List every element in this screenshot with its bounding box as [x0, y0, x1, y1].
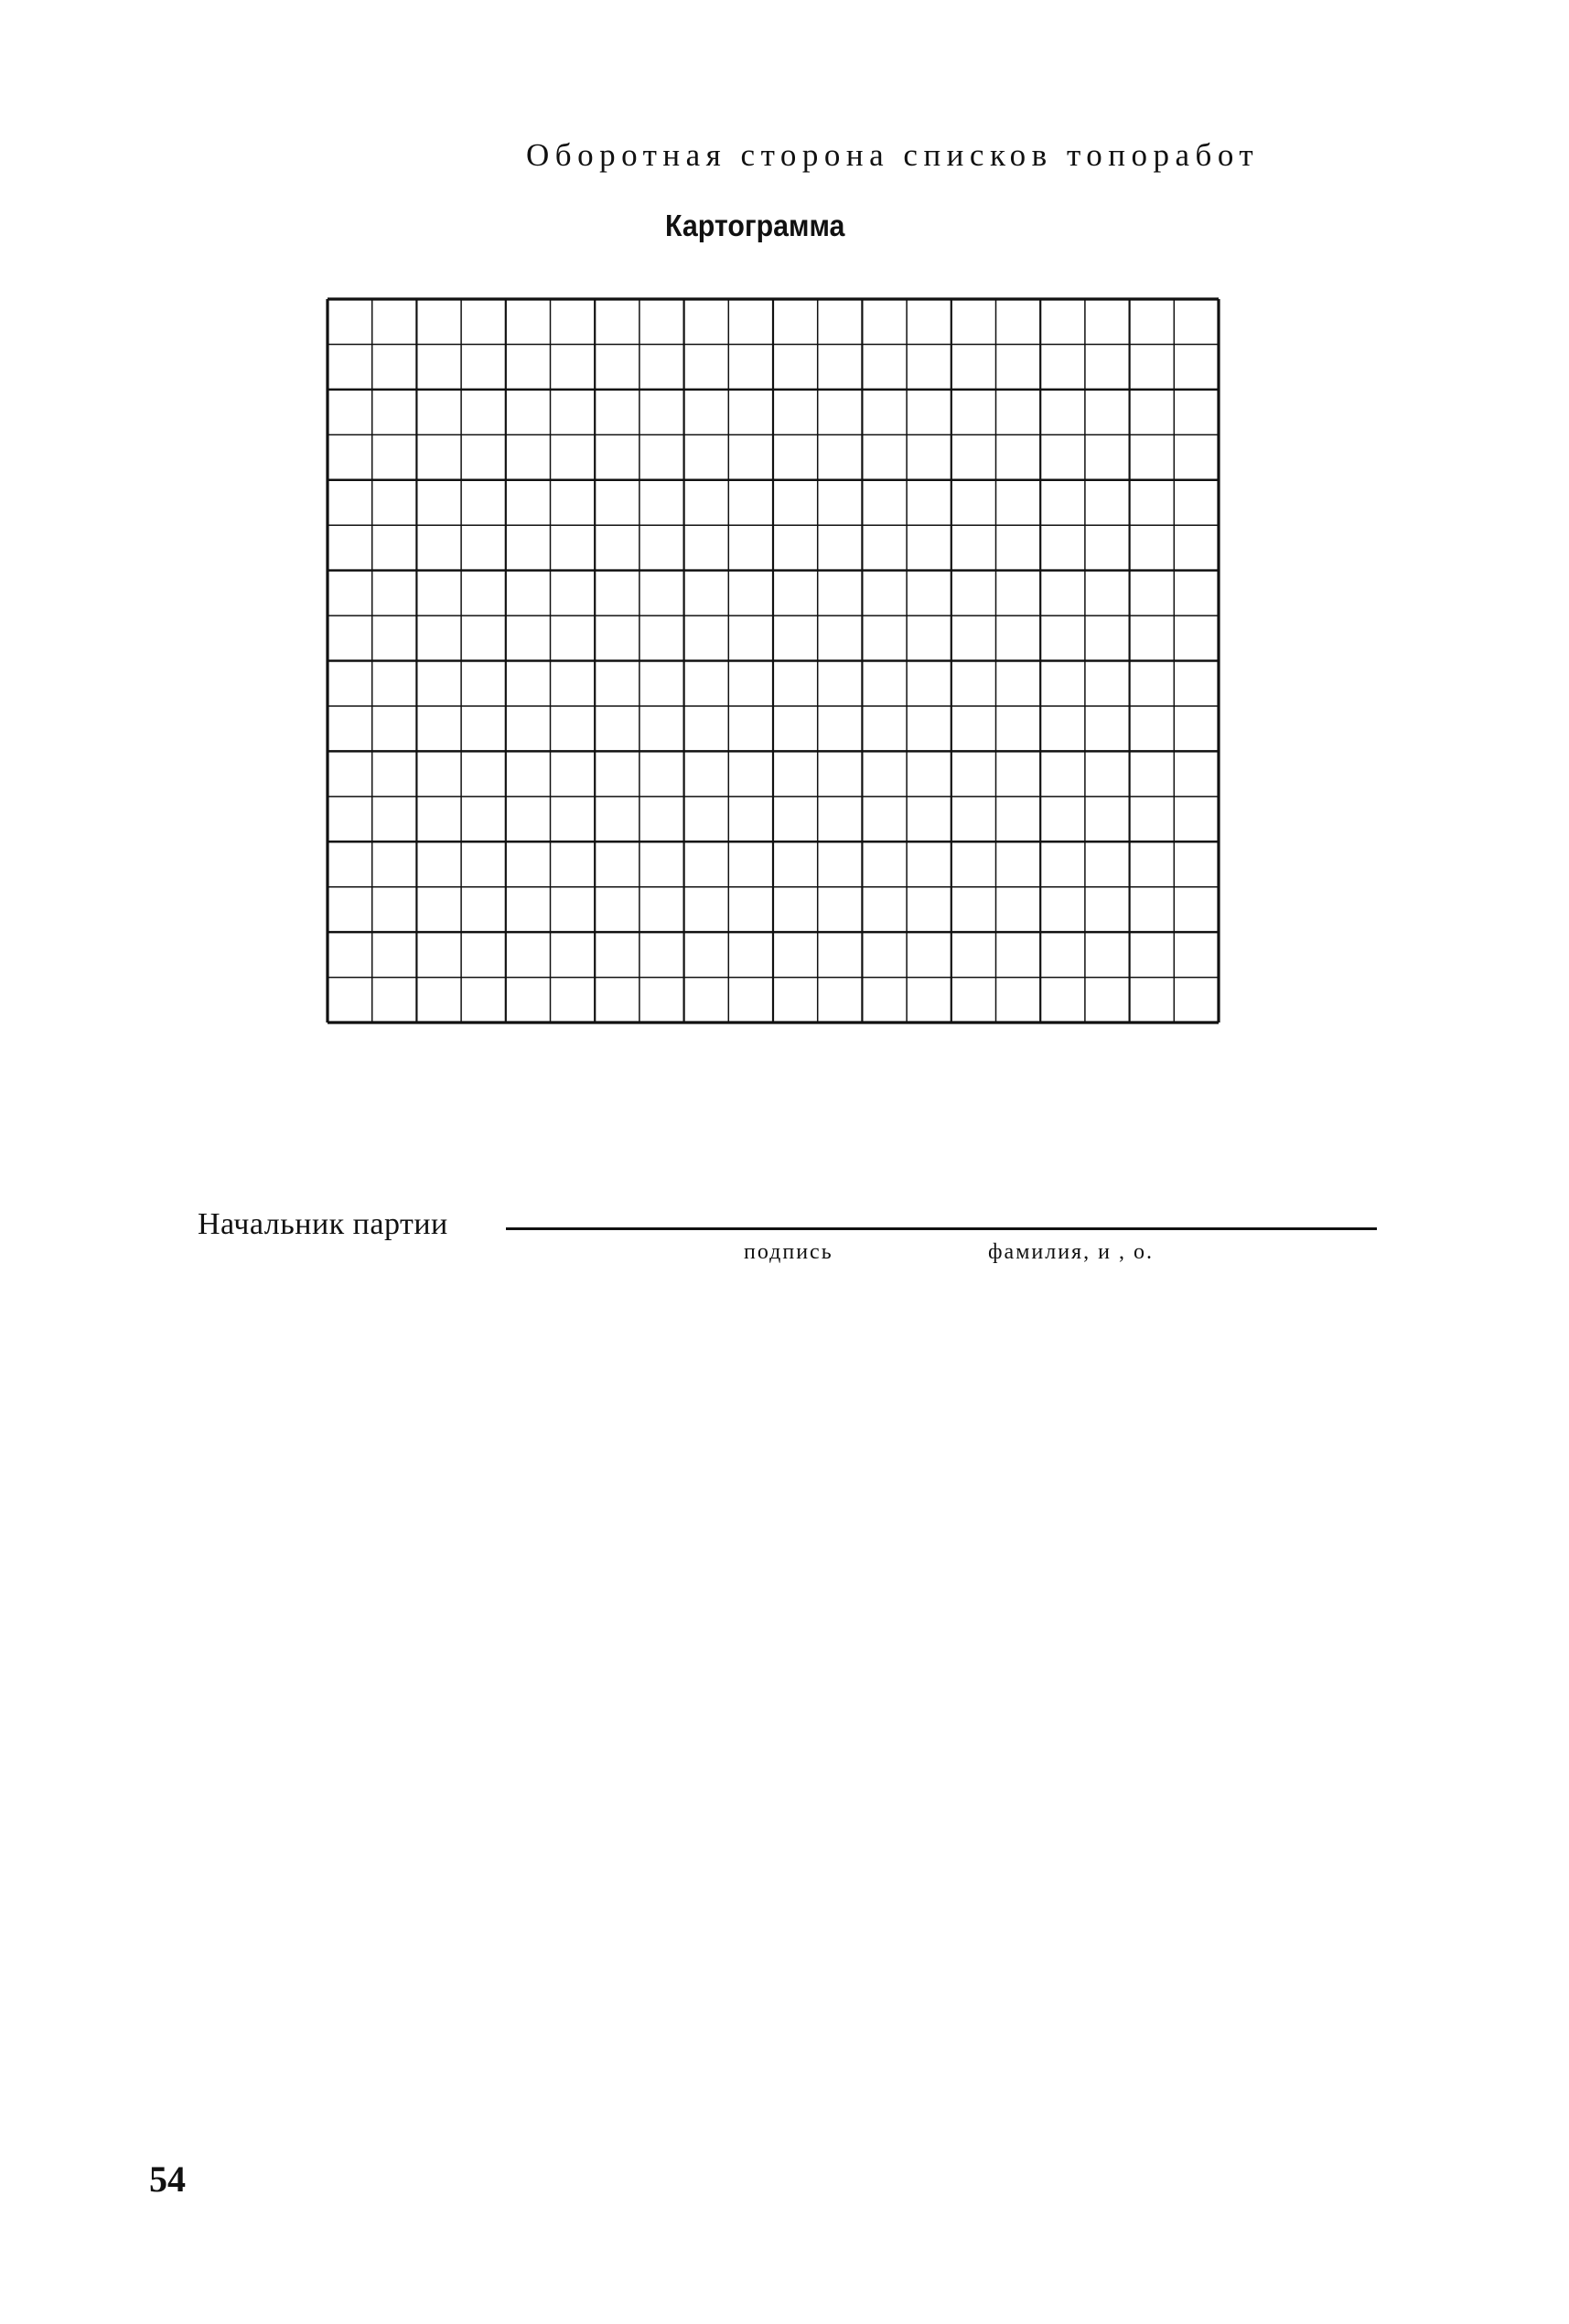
party-chief-label: Начальник партии	[198, 1207, 448, 1241]
page-heading: Оборотная сторона списков топоработ	[526, 137, 1260, 173]
name-initials-caption: фамилия, и , о.	[988, 1240, 1154, 1264]
page-number: 54	[149, 2158, 186, 2200]
signature-line	[506, 1227, 1377, 1230]
signature-caption: подпись	[744, 1240, 833, 1264]
cartogram-title: Картограмма	[665, 209, 845, 242]
